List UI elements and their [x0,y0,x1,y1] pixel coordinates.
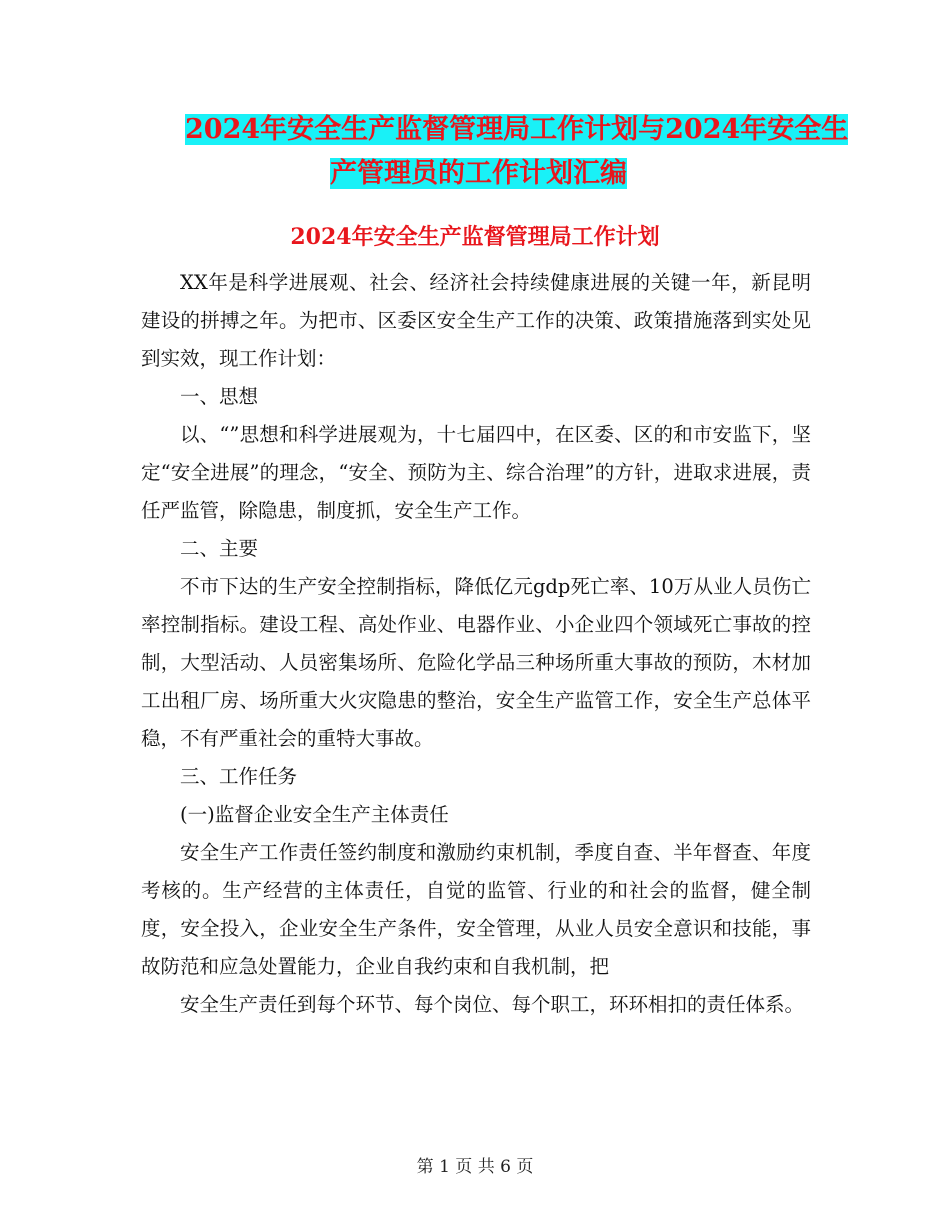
paragraph: XX年是科学进展观、社会、经济社会持续健康进展的关键一年，新昆明建设的拼搏之年。为把市、区委区安全生产工作的决策、政策措施落到实处见到实效，现工作计划： [141,271,811,370]
document-title-line-1 [185,110,950,150]
document-title-line-2-text: 产管理员的工作计划汇编 [330,158,627,189]
subsection-heading: (一)监督企业安全生产主体责任 [180,803,449,826]
paragraph: 以、“”思想和科学进展观为，十七届四中，在区委、区的和市安监下，坚定“安全进展”的理念，“安全、预防为主、综合治理”的方针，进取求进展，责任严监管，除隐患，制度抓，安全生产工作。 [141,423,811,522]
section-title: 2024年安全生产监督管理局工作计划 [290,224,660,250]
document-title-line-1-text: 2024年安全生产监督管理局工作计划与2024年安全生 [185,114,849,145]
paragraph: 安全生产责任到每个环节、每个岗位、每个职工，环环相扣的责任体系。 [180,993,805,1016]
paragraph: 安全生产工作责任签约制度和激励约束机制，季度自查、半年督查、年度考核的。生产经营的主体责任，自觉的监管、行业的和社会的监督，健全制度，安全投入，企业安全生产条件，安全管理，从业人员安全意识和技能，事故防范和应急处置能力，企业自我约束和自我机制，把 [141,841,811,978]
paragraph: 不市下达的生产安全控制指标，降低亿元gdp死亡率、10万从业人员伤亡率控制指标。建设工程、高处作业、电器作业、小企业四个领域死亡事故的控制，大型活动、人员密集场所、危险化学品三种场所重大事故的预防，木材加工出租厂房、场所重大火灾隐患的整治，安全生产监管工作，安全生产总体平稳，不有严重社会的重特大事故。 [141,575,811,750]
document-body [141,264,811,1024]
section-heading: 三、工作任务 [180,765,298,788]
section-heading: 一、思想 [180,385,259,408]
document-title-line-2 [330,154,950,194]
page-footer: 第 1 页 共 6 页 [416,1157,534,1177]
section-heading: 二、主要 [180,537,259,560]
